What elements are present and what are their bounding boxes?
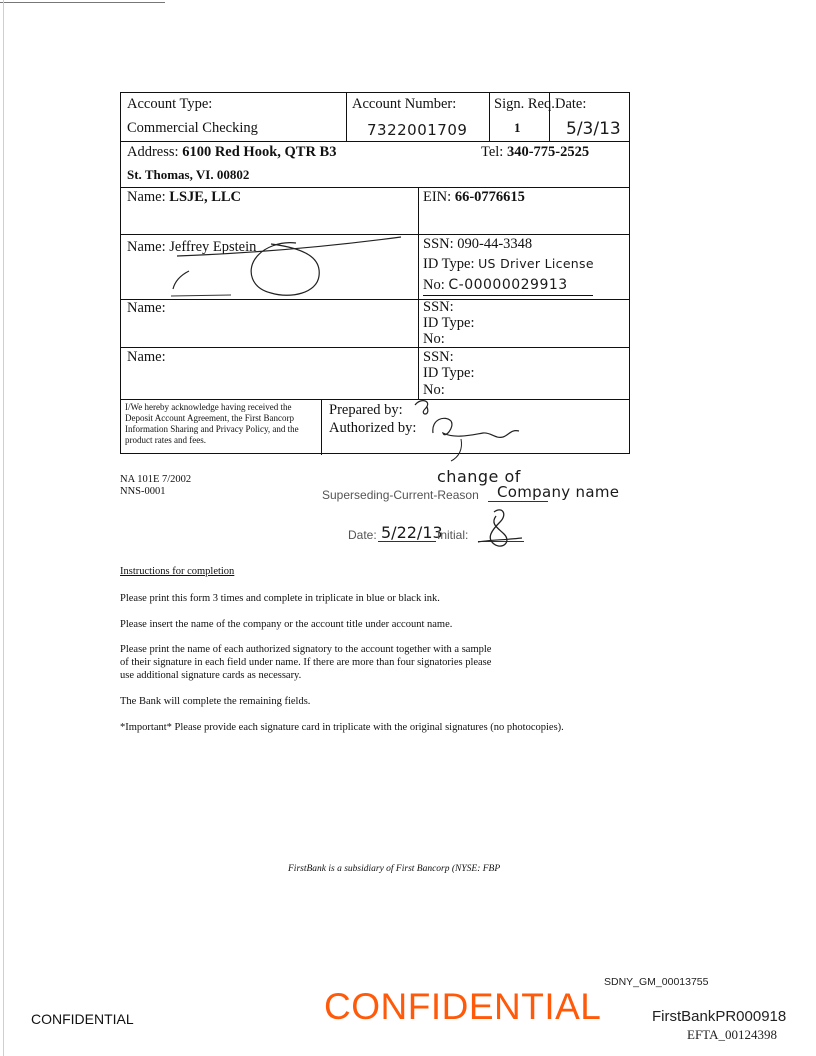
rule xyxy=(346,93,347,141)
rule xyxy=(121,399,629,400)
signature-scribble xyxy=(171,231,431,303)
rule xyxy=(321,399,322,455)
prepared-by-label: Prepared by: xyxy=(329,402,403,418)
bates-firstbank: FirstBankPR000918 xyxy=(652,1008,787,1025)
name1-label: Name: xyxy=(127,189,166,205)
name1-line xyxy=(127,189,241,206)
instruction-3a: Please print the name of each authorized signatory to the account together with a sample xyxy=(120,644,492,655)
instruction-3b: of their signature in each field under name. If there are more than four signatories please xyxy=(120,657,492,668)
superseding-date-value: 5/22/13 xyxy=(381,523,443,542)
name3-label: Name: xyxy=(127,300,166,316)
no2-label: No: xyxy=(423,277,445,293)
no4-label: No: xyxy=(423,382,445,398)
instruction-1: Please print this form 3 times and complete in triplicate in blue or black ink. xyxy=(120,593,440,604)
ssn2-value: 090-44-3348 xyxy=(457,236,533,252)
ein-line xyxy=(423,189,525,206)
sign-req-value: 1 xyxy=(514,120,521,135)
superseding-handwritten-2: Company name xyxy=(497,483,620,501)
idtype3-label: ID Type: xyxy=(423,315,475,331)
city-value: St. Thomas, VI. 00802 xyxy=(127,167,250,182)
superseding-date-underline xyxy=(378,541,436,542)
rule xyxy=(121,347,629,348)
authorized-by-label: Authorized by: xyxy=(329,420,417,436)
authorized-signature xyxy=(411,393,551,463)
ein-value: 66-0776615 xyxy=(454,189,525,205)
no2-value: C-00000029913 xyxy=(448,277,568,293)
name1-value: LSJE, LLC xyxy=(169,189,242,205)
sign-req-label: Sign. Req. xyxy=(494,96,555,112)
account-type-label: Account Type: xyxy=(127,96,213,112)
left-edge-line xyxy=(3,0,4,1056)
superseding-underline xyxy=(488,501,548,502)
confidential-left: CONFIDENTIAL xyxy=(31,1011,134,1027)
rule xyxy=(489,93,490,141)
address-label: Address: xyxy=(127,144,179,160)
ein-label: EIN: xyxy=(423,189,452,205)
idtype4-label: ID Type: xyxy=(423,365,475,381)
bates-sdny: SDNY_GM_00013755 xyxy=(604,976,709,988)
bates-efta: EFTA_00124398 xyxy=(687,1027,777,1042)
no2-line xyxy=(423,277,568,294)
confidential-stamp: CONFIDENTIAL xyxy=(324,986,602,1027)
form-code-2: NNS-0001 xyxy=(120,486,166,497)
instruction-2: Please insert the name of the company or the account title under account name. xyxy=(120,619,453,630)
date-label: Date: xyxy=(555,96,587,112)
instruction-3c: use additional signature cards as necessary. xyxy=(120,670,302,681)
idtype2-line xyxy=(423,256,594,273)
ssn2-label: SSN: xyxy=(423,236,454,252)
no2-underline xyxy=(423,295,593,296)
name2-label: Name: xyxy=(127,239,166,255)
ssn2-line xyxy=(423,236,532,253)
account-number-value: 7322001709 xyxy=(367,121,468,139)
account-type-value: Commercial Checking xyxy=(127,120,258,136)
top-edge-line xyxy=(0,2,165,3)
address-line xyxy=(127,144,336,161)
superseding-initial-label: Initial: xyxy=(437,528,469,542)
instruction-5: *Important* Please provide each signature card in triplicate with the original signatures (no photocopies). xyxy=(120,722,564,733)
rule xyxy=(121,187,629,188)
name2-value: Jeffrey Epstein xyxy=(169,239,257,255)
address-value: 6100 Red Hook, QTR B3 xyxy=(182,144,337,160)
tel-line xyxy=(481,144,589,161)
initial-signature xyxy=(472,504,532,560)
date-value: 5/3/13 xyxy=(566,119,621,139)
tel-label: Tel: xyxy=(481,144,504,160)
ssn3-label: SSN: xyxy=(423,299,454,315)
subsidiary-note: FirstBank is a subsidiary of First Bancorp (NYSE: FBP xyxy=(288,864,501,874)
form-code-1: NA 101E 7/2002 xyxy=(120,474,192,485)
no3-label: No: xyxy=(423,331,445,347)
name4-label: Name: xyxy=(127,349,166,365)
rule xyxy=(121,141,629,142)
account-number-label: Account Number: xyxy=(352,96,457,112)
superseding-handwritten-1: change of xyxy=(437,467,521,486)
instruction-4: The Bank will complete the remaining fields. xyxy=(120,696,311,707)
idtype2-value: US Driver License xyxy=(478,256,594,271)
superseding-date-label: Date: xyxy=(348,528,377,542)
superseding-label: Superseding-Current-Reason xyxy=(322,488,479,502)
signature-card xyxy=(120,92,630,454)
idtype2-label: ID Type: xyxy=(423,256,475,272)
tel-value: 340-775-2525 xyxy=(506,144,590,160)
ssn4-label: SSN: xyxy=(423,349,454,365)
instructions-heading: Instructions for completion xyxy=(120,566,235,577)
acknowledgement-text: I/We hereby acknowledge having received the Deposit Account Agreement, the First Bancorp Information Sharing and Privacy Policy, and the product rates and fees. xyxy=(125,402,299,445)
